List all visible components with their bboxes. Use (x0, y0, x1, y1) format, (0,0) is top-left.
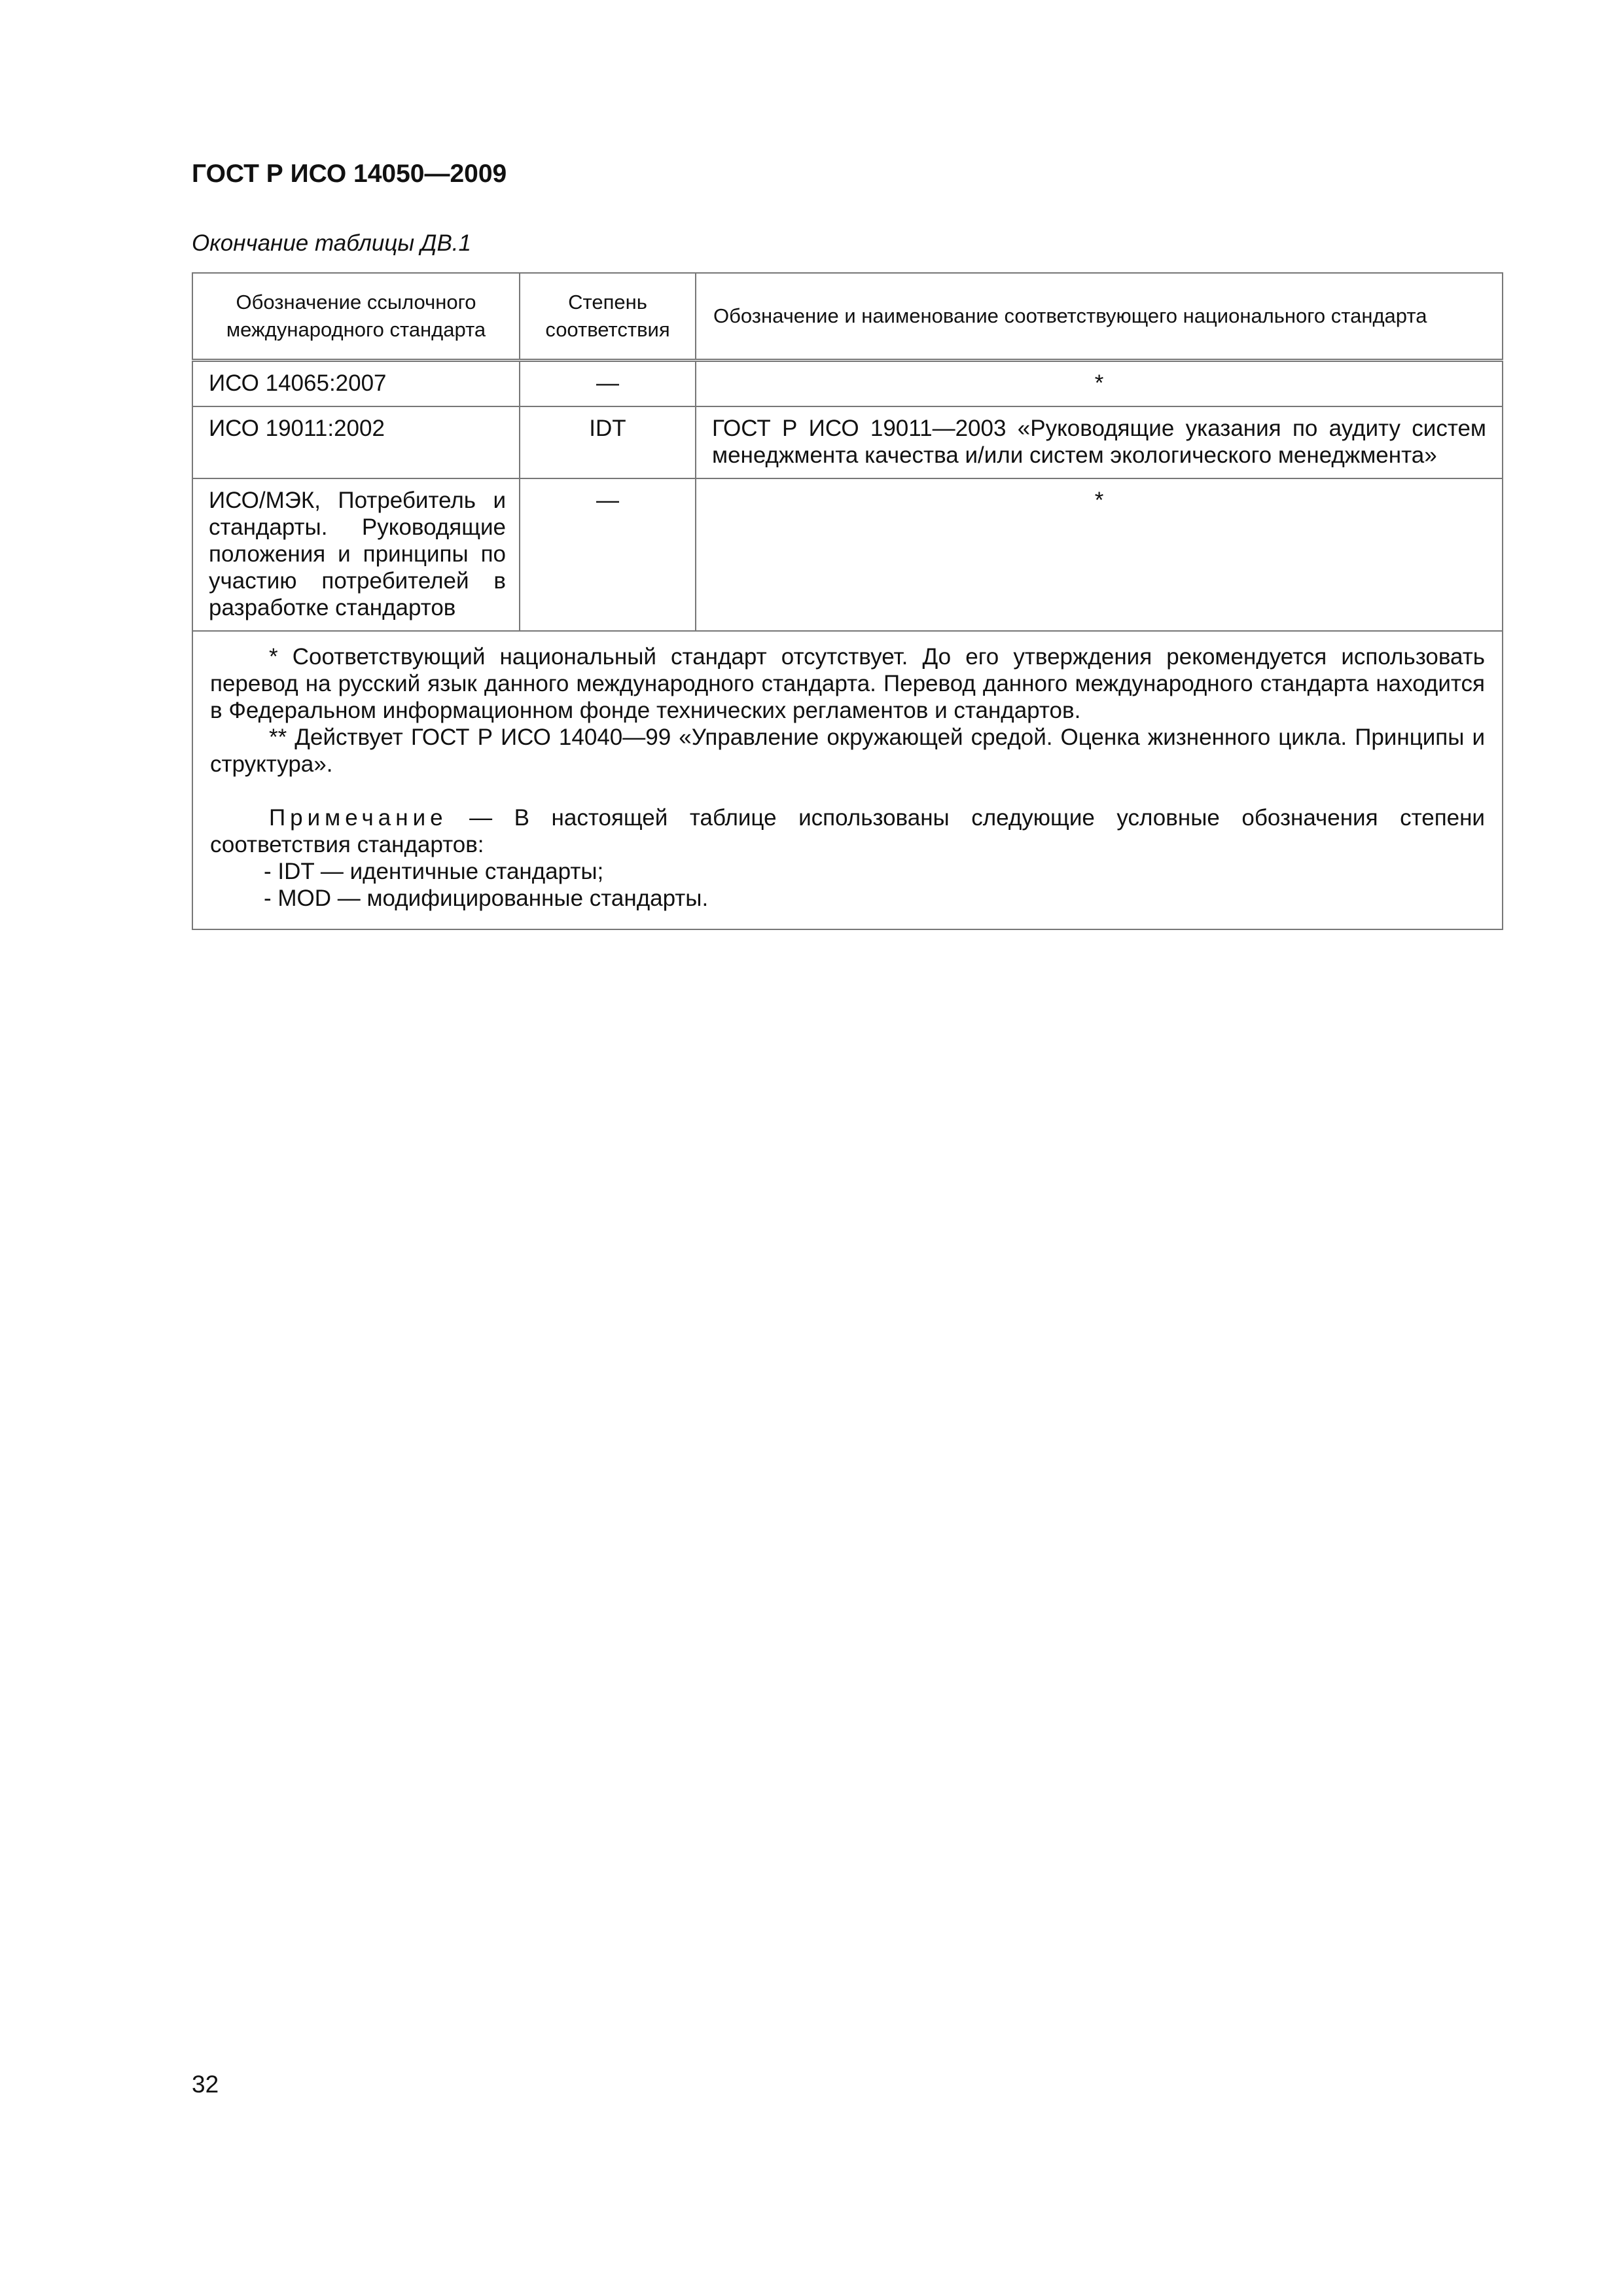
cell-degree: — (520, 478, 696, 631)
cell-degree: — (520, 361, 696, 407)
cell-standard: ИСО 14065:2007 (192, 361, 520, 407)
column-header-national-standard: Обозначение и наименование соответствующего национального стандарта (696, 273, 1503, 361)
note-paragraph (210, 804, 1485, 858)
table-row (192, 406, 1503, 478)
footnote-asterisk: * Соответствующий национальный стандарт отсутствует. До его утверждения рекомендуется использовать перевод на русский язык данного международного стандарта. Перевод данного международного стандарта находится в Федеральном информационном фонде технических регламентов и стандартов. (210, 644, 1485, 723)
note-label: Примечание (269, 805, 448, 831)
note-text: — В настоящей таблице использованы следующие условные обозначения степени соответствия стандартов: (210, 805, 1485, 857)
table-row (192, 361, 1503, 407)
cell-national: * (696, 478, 1503, 631)
cell-national: * (696, 361, 1503, 407)
cell-standard: ИСО 19011:2002 (192, 406, 520, 478)
footnote-double-asterisk: ** Действует ГОСТ Р ИСО 14040—99 «Управление окружающей средой. Оценка жизненного цикла. Принципы и структура». (210, 725, 1485, 777)
column-header-international-standard: Обозначение ссылочного международного стандарта (192, 273, 520, 361)
table-notes (192, 631, 1503, 929)
table-caption: Окончание таблицы ДВ.1 (192, 230, 471, 256)
table-header-row (192, 273, 1503, 361)
cell-degree: IDT (520, 406, 696, 478)
table-notes-row (192, 631, 1503, 929)
note-item-mod: - MOD — модифицированные стандарты. (264, 886, 709, 911)
cell-standard: ИСО/МЭК, Потребитель и стандарты. Руководящие положения и принципы по участию потребителей в разработке стандартов (192, 478, 520, 631)
note-item-idt: - IDT — идентичные стандарты; (264, 859, 604, 884)
page-number: 32 (192, 2071, 219, 2098)
column-header-degree: Степень соответствия (520, 273, 696, 361)
reference-standards-table (192, 272, 1503, 930)
cell-national: ГОСТ Р ИСО 19011—2003 «Руководящие указания по аудиту систем менеджмента качества и/или систем экологического менеджмента» (696, 406, 1503, 478)
table-row (192, 478, 1503, 631)
document-header: ГОСТ Р ИСО 14050—2009 (192, 160, 507, 188)
